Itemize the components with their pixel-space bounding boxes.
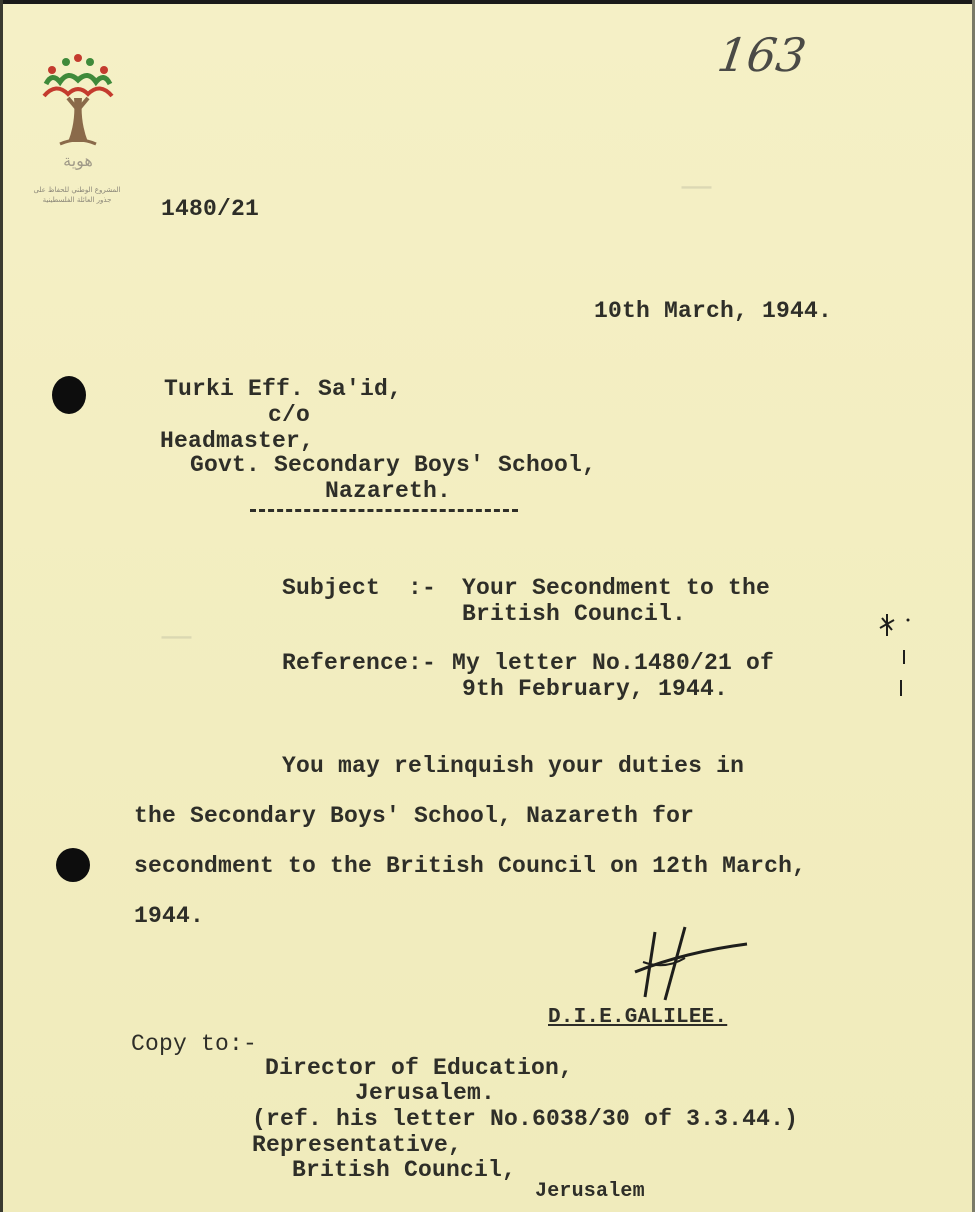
recipient-line-2: c/o	[268, 402, 311, 428]
copy-to-line-6: Jerusalem	[535, 1180, 645, 1203]
copy-to-line-1: Director of Education,	[265, 1055, 574, 1081]
show-through-marks: |	[677, 182, 713, 193]
handwritten-signature	[625, 922, 755, 1004]
subject-line-1: Your Secondment to the	[462, 575, 771, 601]
body-line-4: 1944.	[134, 903, 205, 929]
signatory-title: D.I.E.GALILEE.	[548, 1006, 728, 1029]
body-line-1: You may relinquish your duties in	[282, 753, 745, 779]
logo-tagline-2: جذور العائلة الفلسطينية	[42, 196, 112, 204]
scan-border-top	[0, 0, 975, 4]
copy-to-label: Copy to:-	[131, 1031, 258, 1057]
copy-to-line-3: (ref. his letter No.6038/30 of 3.3.44.)	[252, 1106, 799, 1132]
recipient-line-1: Turki Eff. Sa'id,	[164, 376, 403, 402]
address-underline	[250, 509, 518, 512]
recipient-line-4: Govt. Secondary Boys' School,	[190, 452, 597, 478]
punch-hole-top	[52, 376, 86, 414]
show-through-marks: |	[157, 632, 193, 643]
copy-to-line-4: Representative,	[252, 1132, 463, 1158]
scan-border-left	[0, 0, 3, 1212]
handwritten-page-number: 163	[714, 28, 810, 82]
body-line-2: the Secondary Boys' School, Nazareth for	[134, 803, 695, 829]
reference-line-1: My letter No.1480/21 of	[452, 650, 775, 676]
file-reference-number: 1480/21	[161, 196, 260, 222]
subject-label: Subject :-	[282, 575, 437, 601]
punch-hole-bottom	[56, 848, 90, 882]
letter-date: 10th March, 1944.	[594, 298, 833, 324]
margin-asterisk-mark	[868, 600, 918, 710]
tree-logo-icon	[38, 52, 118, 207]
recipient-line-3: Headmaster,	[160, 428, 315, 454]
body-line-3: secondment to the British Council on 12th March,	[134, 853, 807, 879]
reference-label: Reference:-	[282, 650, 437, 676]
logo-arabic-name: هوية	[63, 151, 93, 170]
reference-line-2: 9th February, 1944.	[462, 676, 729, 702]
copy-to-line-2: Jerusalem.	[355, 1080, 496, 1106]
logo-tagline-1: المشروع الوطني للحفاظ على	[33, 186, 121, 194]
copy-to-line-5: British Council,	[292, 1157, 517, 1183]
subject-line-2: British Council.	[462, 601, 687, 627]
recipient-line-5: Nazareth.	[325, 478, 452, 504]
